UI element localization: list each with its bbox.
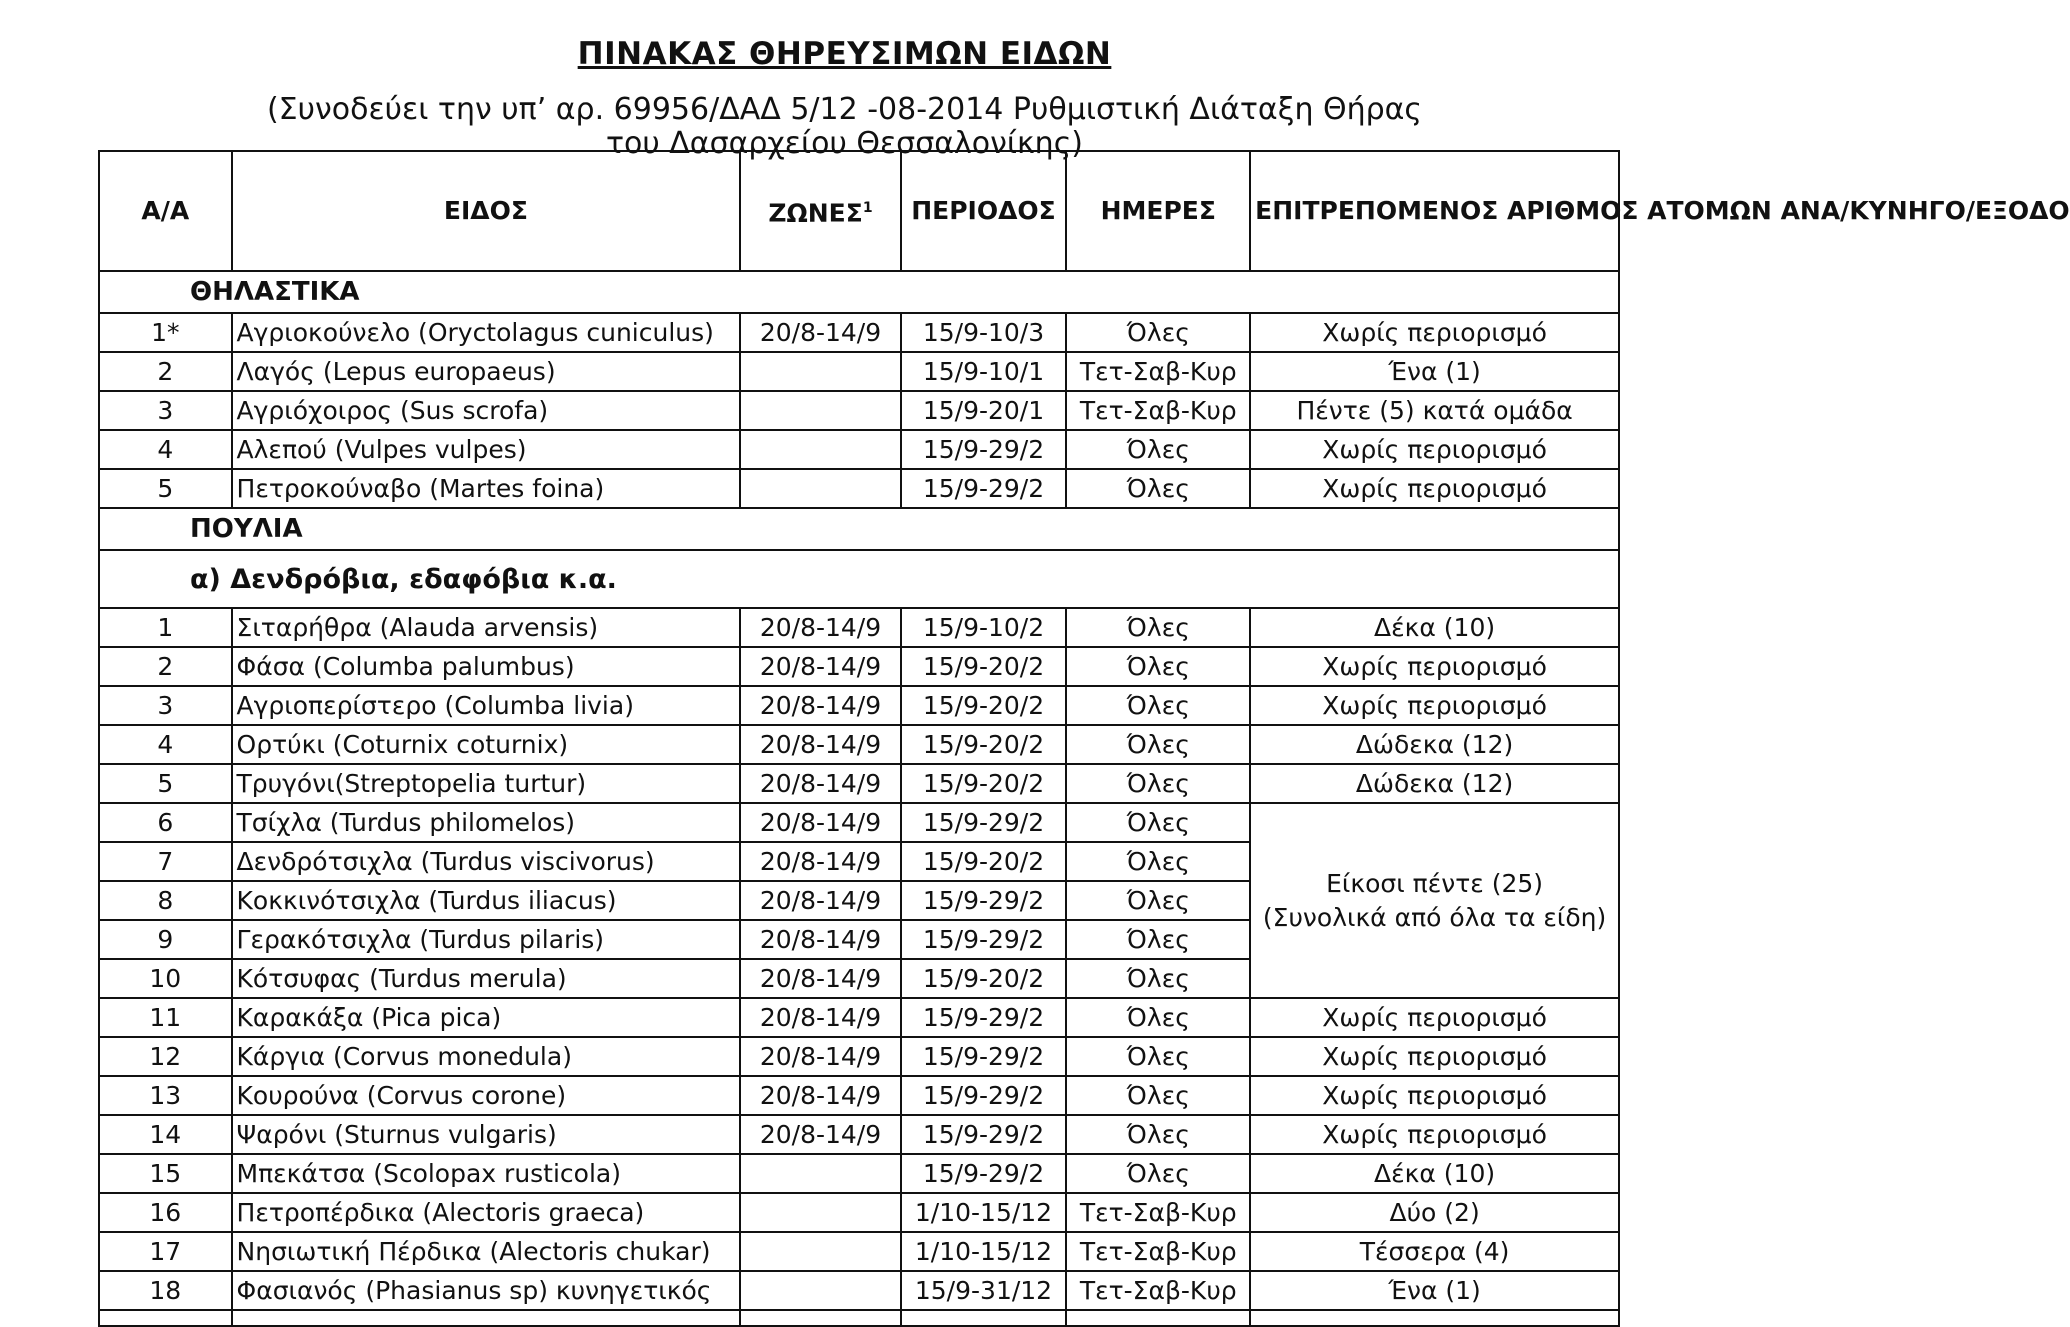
hunting-period: 15/9-29/2 [901, 1076, 1067, 1115]
subsection-birds-a [99, 550, 1619, 608]
table-row [99, 647, 1619, 686]
hunting-days: Όλες [1066, 803, 1250, 842]
hunting-days: Όλες [1066, 920, 1250, 959]
row-number: 1 [99, 608, 232, 647]
allowed-quantity: Τέσσερα (4) [1250, 1232, 1619, 1271]
zone-dates [740, 1193, 900, 1232]
table-row [99, 686, 1619, 725]
col-header-period: ΠΕΡΙΟΔΟΣ [901, 151, 1067, 271]
row-number: 7 [99, 842, 232, 881]
zone-dates: 20/8-14/9 [740, 1076, 900, 1115]
footnote-marker: 1 [862, 200, 873, 217]
table-row [99, 764, 1619, 803]
hunting-period: 15/9-29/2 [901, 920, 1067, 959]
zone-dates: 20/8-14/9 [740, 608, 900, 647]
table-row [99, 430, 1619, 469]
row-number: 11 [99, 998, 232, 1037]
zone-dates: 20/8-14/9 [740, 881, 900, 920]
species-name: Γερακότσιχλα (Turdus pilaris) [232, 920, 741, 959]
table-row [99, 313, 1619, 352]
hunting-days: Όλες [1066, 647, 1250, 686]
hunting-period: 15/9-29/2 [901, 1154, 1067, 1193]
hunting-days: Όλες [1066, 881, 1250, 920]
row-number: 6 [99, 803, 232, 842]
zone-dates: 20/8-14/9 [740, 1037, 900, 1076]
species-name: Αγριοπερίστερο (Columba livia) [232, 686, 741, 725]
continued-cell [99, 1310, 232, 1326]
species-name: Κοκκινότσιχλα (Turdus iliacus) [232, 881, 741, 920]
allowed-quantity: Δέκα (10) [1250, 608, 1619, 647]
zone-dates [740, 391, 900, 430]
col-header-quantity: ΕΠΙΤΡΕΠΟΜΕΝΟΣ ΑΡΙΘΜΟΣ ΑΤΟΜΩΝ ΑΝΑ/ΚΥΝΗΓΟ/ΕΞΟΔΟ [1250, 151, 1619, 271]
hunting-period: 15/9-20/2 [901, 647, 1067, 686]
hunting-days: Όλες [1066, 998, 1250, 1037]
row-number: 9 [99, 920, 232, 959]
row-number: 3 [99, 686, 232, 725]
allowed-quantity: Χωρίς περιορισμό [1250, 1115, 1619, 1154]
quantity-merged-line-1: Είκοσι πέντε (25) [1326, 868, 1544, 898]
zone-dates: 20/8-14/9 [740, 1115, 900, 1154]
col-header-days: ΗΜΕΡΕΣ [1066, 151, 1250, 271]
col-header-num: Α/Α [99, 151, 232, 271]
species-name: Τρυγόνι(Streptopelia turtur) [232, 764, 741, 803]
hunting-period: 15/9-20/2 [901, 959, 1067, 998]
table-row [99, 608, 1619, 647]
hunting-period: 15/9-20/2 [901, 686, 1067, 725]
table-row [99, 1154, 1619, 1193]
hunting-period: 15/9-29/2 [901, 803, 1067, 842]
row-number: 1* [99, 313, 232, 352]
species-name: Δενδρότσιχλα (Turdus viscivorus) [232, 842, 741, 881]
allowed-quantity: Χωρίς περιορισμό [1250, 430, 1619, 469]
species-name: Μπεκάτσα (Scolopax rusticola) [232, 1154, 741, 1193]
table-row [99, 1037, 1619, 1076]
row-number: 3 [99, 391, 232, 430]
zone-dates: 20/8-14/9 [740, 920, 900, 959]
allowed-quantity: Χωρίς περιορισμό [1250, 469, 1619, 508]
row-number: 16 [99, 1193, 232, 1232]
hunting-period: 15/9-20/2 [901, 842, 1067, 881]
row-number: 17 [99, 1232, 232, 1271]
table-row [99, 803, 1619, 842]
subtitle-line-2: του Δασαρχείου Θεσσαλονίκης) [605, 126, 1084, 161]
hunting-days: Όλες [1066, 725, 1250, 764]
allowed-quantity: Δύο (2) [1250, 1193, 1619, 1232]
col-header-zones-label: ΖΩΝΕΣ [768, 198, 863, 228]
species-name: Φάσα (Columba palumbus) [232, 647, 741, 686]
row-number: 5 [99, 469, 232, 508]
hunting-period: 1/10-15/12 [901, 1193, 1067, 1232]
section-birds [99, 508, 1619, 550]
allowed-quantity: Δέκα (10) [1250, 1154, 1619, 1193]
row-number: 5 [99, 764, 232, 803]
row-number: 14 [99, 1115, 232, 1154]
hunting-period: 15/9-20/2 [901, 725, 1067, 764]
continued-cell [232, 1310, 741, 1326]
table-row [99, 469, 1619, 508]
game-species-table [98, 150, 2070, 1327]
table-row [99, 998, 1619, 1037]
continued-cell [901, 1310, 1067, 1326]
zone-dates [740, 430, 900, 469]
species-name: Πετροπέρδικα (Alectoris graeca) [232, 1193, 741, 1232]
zone-dates [740, 1271, 900, 1310]
subtitle-line-1: (Συνοδεύει την υπ’ αρ. 69956/ΔΑΔ 5/12 -08-2014 Ρυθμιστική Διάταξη Θήρας [266, 92, 1423, 127]
species-name: Αγριοκούνελο (Oryctolagus cuniculus) [232, 313, 741, 352]
species-name: Ορτύκι (Coturnix coturnix) [232, 725, 741, 764]
row-number: 18 [99, 1271, 232, 1310]
zone-dates [740, 1154, 900, 1193]
continued-cell [1066, 1310, 1250, 1326]
zone-dates: 20/8-14/9 [740, 998, 900, 1037]
hunting-days: Τετ-Σαβ-Κυρ [1066, 1193, 1250, 1232]
species-name: Αγριόχοιρος (Sus scrofa) [232, 391, 741, 430]
species-name: Κουρούνα (Corvus corone) [232, 1076, 741, 1115]
hunting-days: Τετ-Σαβ-Κυρ [1066, 391, 1250, 430]
hunting-days: Τετ-Σαβ-Κυρ [1066, 352, 1250, 391]
row-number: 4 [99, 430, 232, 469]
hunting-days: Όλες [1066, 764, 1250, 803]
hunting-period: 15/9-29/2 [901, 998, 1067, 1037]
table-row [99, 1076, 1619, 1115]
hunting-period: 15/9-10/2 [901, 608, 1067, 647]
hunting-period: 15/9-29/2 [901, 881, 1067, 920]
section-heading: ΘΗΛΑΣΤΙΚΑ [99, 271, 1619, 313]
hunting-days: Τετ-Σαβ-Κυρ [1066, 1271, 1250, 1310]
allowed-quantity: Χωρίς περιορισμό [1250, 647, 1619, 686]
species-name: Κότσυφας (Turdus merula) [232, 959, 741, 998]
allowed-quantity: Ένα (1) [1250, 1271, 1619, 1310]
hunting-days: Όλες [1066, 430, 1250, 469]
table-row [99, 1271, 1619, 1310]
table-row [99, 1193, 1619, 1232]
zone-dates: 20/8-14/9 [740, 959, 900, 998]
hunting-days: Όλες [1066, 686, 1250, 725]
allowed-quantity: Ένα (1) [1250, 352, 1619, 391]
zone-dates [740, 469, 900, 508]
col-header-zones [740, 151, 900, 271]
row-number: 2 [99, 647, 232, 686]
continued-cell [1250, 1310, 1619, 1326]
zone-dates: 20/8-14/9 [740, 313, 900, 352]
hunting-days: Όλες [1066, 608, 1250, 647]
hunting-period: 15/9-10/1 [901, 352, 1067, 391]
quantity-merged [1250, 803, 1619, 998]
species-name: Καρακάξα (Pica pica) [232, 998, 741, 1037]
col-header-species: ΕΙΔΟΣ [232, 151, 741, 271]
hunting-days: Όλες [1066, 842, 1250, 881]
section-heading: ΠΟΥΛΙΑ [99, 508, 1619, 550]
row-number: 13 [99, 1076, 232, 1115]
species-name: Τσίχλα (Turdus philomelos) [232, 803, 741, 842]
hunting-period: 15/9-31/12 [901, 1271, 1067, 1310]
zone-dates [740, 1232, 900, 1271]
row-number: 2 [99, 352, 232, 391]
zone-dates: 20/8-14/9 [740, 842, 900, 881]
table-row [99, 352, 1619, 391]
row-number: 10 [99, 959, 232, 998]
hunting-period: 15/9-20/1 [901, 391, 1067, 430]
table-row [99, 1232, 1619, 1271]
allowed-quantity: Χωρίς περιορισμό [1250, 313, 1619, 352]
zone-dates: 20/8-14/9 [740, 725, 900, 764]
species-name: Φασιανός (Phasianus sp) κυνηγετικός [232, 1271, 741, 1310]
species-name: Νησιωτική Πέρδικα (Alectoris chukar) [232, 1232, 741, 1271]
hunting-period: 1/10-15/12 [901, 1232, 1067, 1271]
hunting-period: 15/9-10/3 [901, 313, 1067, 352]
row-number: 12 [99, 1037, 232, 1076]
table-row [99, 391, 1619, 430]
species-name: Λαγός (Lepus europaeus) [232, 352, 741, 391]
row-number: 15 [99, 1154, 232, 1193]
hunting-days: Τετ-Σαβ-Κυρ [1066, 1232, 1250, 1271]
species-name: Αλεπού (Vulpes vulpes) [232, 430, 741, 469]
hunting-period: 15/9-29/2 [901, 1037, 1067, 1076]
page-title: ΠΙΝΑΚΑΣ ΘΗΡΕΥΣΙΜΩΝ ΕΙΔΩΝ [577, 36, 1112, 72]
subsection-heading: α) Δενδρόβια, εδαφόβια κ.α. [99, 550, 1619, 608]
zone-dates: 20/8-14/9 [740, 647, 900, 686]
species-name: Σιταρήθρα (Alauda arvensis) [232, 608, 741, 647]
hunting-days: Όλες [1066, 1076, 1250, 1115]
hunting-period: 15/9-29/2 [901, 430, 1067, 469]
hunting-period: 15/9-29/2 [901, 1115, 1067, 1154]
allowed-quantity: Χωρίς περιορισμό [1250, 1076, 1619, 1115]
hunting-days: Όλες [1066, 469, 1250, 508]
allowed-quantity: Χωρίς περιορισμό [1250, 1037, 1619, 1076]
row-number: 4 [99, 725, 232, 764]
continued-row [99, 1310, 1619, 1326]
continued-cell [740, 1310, 900, 1326]
allowed-quantity: Χωρίς περιορισμό [1250, 686, 1619, 725]
table-header-row [99, 151, 1619, 271]
species-name: Κάργια (Corvus monedula) [232, 1037, 741, 1076]
allowed-quantity: Χωρίς περιορισμό [1250, 998, 1619, 1037]
zone-dates: 20/8-14/9 [740, 803, 900, 842]
hunting-days: Όλες [1066, 1115, 1250, 1154]
hunting-days: Όλες [1066, 959, 1250, 998]
species-name: Πετροκούναβο (Martes foina) [232, 469, 741, 508]
hunting-days: Όλες [1066, 313, 1250, 352]
hunting-period: 15/9-20/2 [901, 764, 1067, 803]
row-number: 8 [99, 881, 232, 920]
species-name: Ψαρόνι (Sturnus vulgaris) [232, 1115, 741, 1154]
quantity-merged-line-2: (Συνολικά από όλα τα είδη) [1262, 902, 1607, 932]
section-mammals [99, 271, 1619, 313]
zone-dates [740, 352, 900, 391]
zone-dates: 20/8-14/9 [740, 764, 900, 803]
allowed-quantity: Πέντε (5) κατά ομάδα [1250, 391, 1619, 430]
allowed-quantity: Δώδεκα (12) [1250, 764, 1619, 803]
table-row [99, 1115, 1619, 1154]
zone-dates: 20/8-14/9 [740, 686, 900, 725]
hunting-days: Όλες [1066, 1037, 1250, 1076]
hunting-days: Όλες [1066, 1154, 1250, 1193]
hunting-period: 15/9-29/2 [901, 469, 1067, 508]
allowed-quantity: Δώδεκα (12) [1250, 725, 1619, 764]
table-row [99, 725, 1619, 764]
